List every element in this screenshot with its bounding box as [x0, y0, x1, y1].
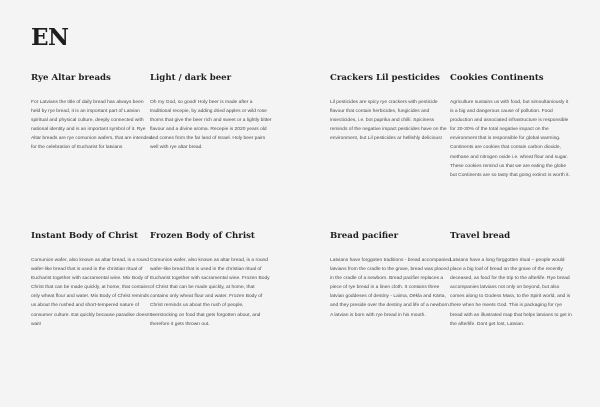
card-body: Oh my God, so good! Holy beer is made after a traditional recepie, by adding dried apples or wild rose thorns that give the beer rich and sweet or a lightly bitter flavour and a divine aroma. Recepie is 2020 years old and comes from the far land of Israel. Holy beer pairs well with rye altar bread.	[150, 100, 272, 151]
card-body: Agriculture sustains us with food, but simoultaniously it is a big and dangerous cause of pollution. Food production and associated infrastructure is responsible for 20-30% of the total negative impact on the environment that is responsible for global warming. Continents are cookies that contain carbon dioxide, methane and nitrogen oxide i.e. wheat flour and sugar. These cookies remind us that we are eating the globe but Continents are so tasty that going extinct is worth it.	[450, 100, 570, 178]
language-label: EN	[31, 24, 69, 51]
card-title: Instant Body of Christ	[31, 231, 138, 241]
card-cookies-continents	[450, 73, 572, 180]
card-rye-altar-breads	[31, 73, 153, 153]
card-body: Comunion wafer, also known as altar bread, is a round wafer-like bread that is used in the christian ritual of Eucharist together with sacramental wine. Mix Body of Christ that can be made quickly, at home, that contains only wheat flour and water. Mix Body of Christ reminds us about the rushed and short-tempered nature of consumer culture. Eat quickly because paradise doesn't wait!	[31, 258, 152, 327]
card-title: Light / dark beer	[150, 73, 232, 83]
card-title: Cookies Continents	[450, 73, 544, 83]
card-frozen-body-of-christ	[150, 231, 272, 329]
card-body: Latvians have a long forggotten ritual – people would place a big loaf of bread on the grave of the recently deceased, as food for the trip to the afterlife. Rye bread accompanies latvians not only on beyond, but also comes along to Godess Mara, to the Spirit world, and is there when he meets God. This is packaging for rye bread with an illustrated map that helps latvians to get in the afterlife. Dont get lost, Latvian.	[450, 258, 572, 327]
card-light-dark-beer	[150, 73, 272, 153]
card-title: Travel bread	[450, 231, 511, 241]
card-instant-body-of-christ	[31, 231, 153, 329]
card-travel-bread	[450, 231, 572, 329]
card-body: Comunion wafer, also known as altar bread, is a round wafer-like bread that is used in the christian ritual of Eucharist together with sacramental wine. Frozen Body of Christ that can be made quickly, at home, that contains only wheat flour and water. Frozen Body of Christ reminds us about the rush of people, overstocking on food that gets forgotten about, and therefore it gets thrown out.	[150, 258, 270, 327]
card-title: Crackers Lil pesticides	[330, 73, 440, 83]
card-title: Frozen Body of Christ	[150, 231, 255, 241]
card-title: Bread pacifier	[330, 231, 399, 241]
card-body: For Latvians the title of daily bread has always been held by rye bread, it is an important part of Latvian spiritual and physical culture, deeply connected with national identity and is an important symbol of it. Rye Altar breads are rye comunion wafers, that are intended for the celebration of Eucharist for latvians	[31, 100, 152, 151]
card-title: Rye Altar breads	[31, 73, 111, 83]
card-crackers-lil-pesticides	[330, 73, 452, 143]
card-body: Lil pesticides are spicy rye crackers with pesticide flavour that contain herbicides, fungicides and insecticides, i.e. bot paprika and chilli. Spiciness reminds of the negative impact pesticides have on the environment, but Lil pesticides ar hellishly delicious!	[330, 100, 447, 142]
card-body: Latvians have forggoten traditions - bread accompanied latvians from the cradle to the grave, bread was placed in the cradle of a newborn. Bread pacifier replaces a piece of rye bread in a linen cloth. It contains three latvian goddeses of destiny - Laima, Dēkla and Kārta, and they preside over the destiny and life of a newborn. A latvian is born with rye bread in his mouth.	[330, 258, 451, 318]
card-bread-pacifier	[330, 231, 452, 320]
